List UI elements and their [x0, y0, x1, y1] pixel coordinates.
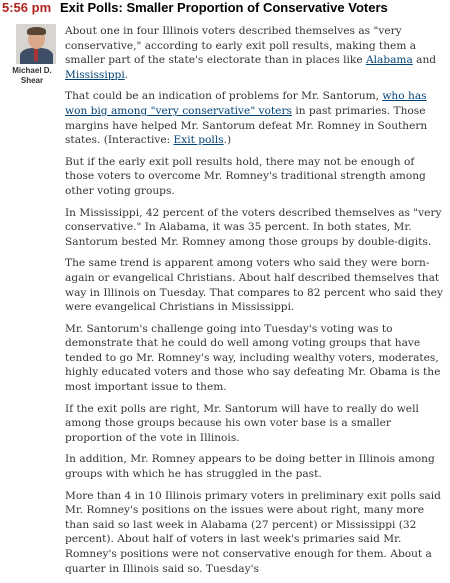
link-won-big[interactable]: who has won big among "very conservative" voters [65, 90, 427, 117]
paragraph-1: About one in four Illinois voters described themselves as "very conservative," according to early exit poll results, making them a smaller part of the state's electorate than in places like Alabama and Mississippi. [65, 25, 437, 81]
author-byline [6, 24, 58, 86]
paragraph-9: More than 4 in 10 Illinois primary voters in preliminary exit polls said Mr. Romney's positions on the issues were about right, many more than said so last week in Alabama (27 percent) or Mississippi (32 percent). About half of voters in last week's primaries said Mr. Romney's positions were not conservative enough for them. About a quarter in Illinois said so. Tuesday's [65, 489, 441, 575]
author-name-last: Shear [20, 76, 44, 85]
paragraph-6: Mr. Santorum's challenge going into Tuesday's voting was to demonstrate that he could do well among voting groups that have tended to go Mr. Romney's way, including wealthy voters, moderates, highly educated voters and those who say defeating Mr. Obama is the most important issue to them. [65, 322, 441, 394]
paragraph-2: That could be an indication of problems for Mr. Santorum, who has won big among "very conservative" voters in past primaries. Those margins have helped Mr. Santorum defeat Mr. Romney in Southern states. (Interactive: Exit polls.) [65, 90, 428, 147]
post-header [2, 0, 448, 16]
author-name-first: Michael D. [12, 66, 52, 75]
author-photo[interactable] [16, 24, 56, 64]
article-body [65, 24, 446, 583]
post-headline[interactable]: Exit Polls: Smaller Proportion of Conservative Voters [60, 0, 388, 15]
link-mississippi[interactable]: Mississippi [65, 68, 125, 81]
paragraph-4: In Mississippi, 42 percent of the voters described themselves as "very conservative." In Alabama, it was 35 percent. In both states, Mr. Santorum bested Mr. Romney among those groups by double-digits. [65, 206, 442, 248]
paragraph-5: The same trend is apparent among voters who said they were born-again or evangelical Christians. About half described themselves that way in Illinois on Tuesday. That compares to 82 percent who said they were evangelical Christians in Mississippi. [65, 257, 443, 314]
paragraph-3: But if the early exit poll results hold, there may not be enough of those voters to overcome Mr. Romney's traditional strength among other voting groups. [65, 155, 426, 197]
post-time: 5:56 pm [2, 0, 52, 15]
paragraph-7: If the exit polls are right, Mr. Santorum will have to really do well among those groups because his own voter base is a smaller proportion of the vote in Illinois. [65, 402, 419, 444]
paragraph-8: In addition, Mr. Romney appears to be doing better in Illinois among groups with which he has struggled in the past. [65, 453, 435, 481]
author-name[interactable] [6, 66, 58, 86]
link-alabama[interactable]: Alabama [365, 54, 413, 67]
link-exit-polls[interactable]: Exit polls [173, 134, 224, 147]
